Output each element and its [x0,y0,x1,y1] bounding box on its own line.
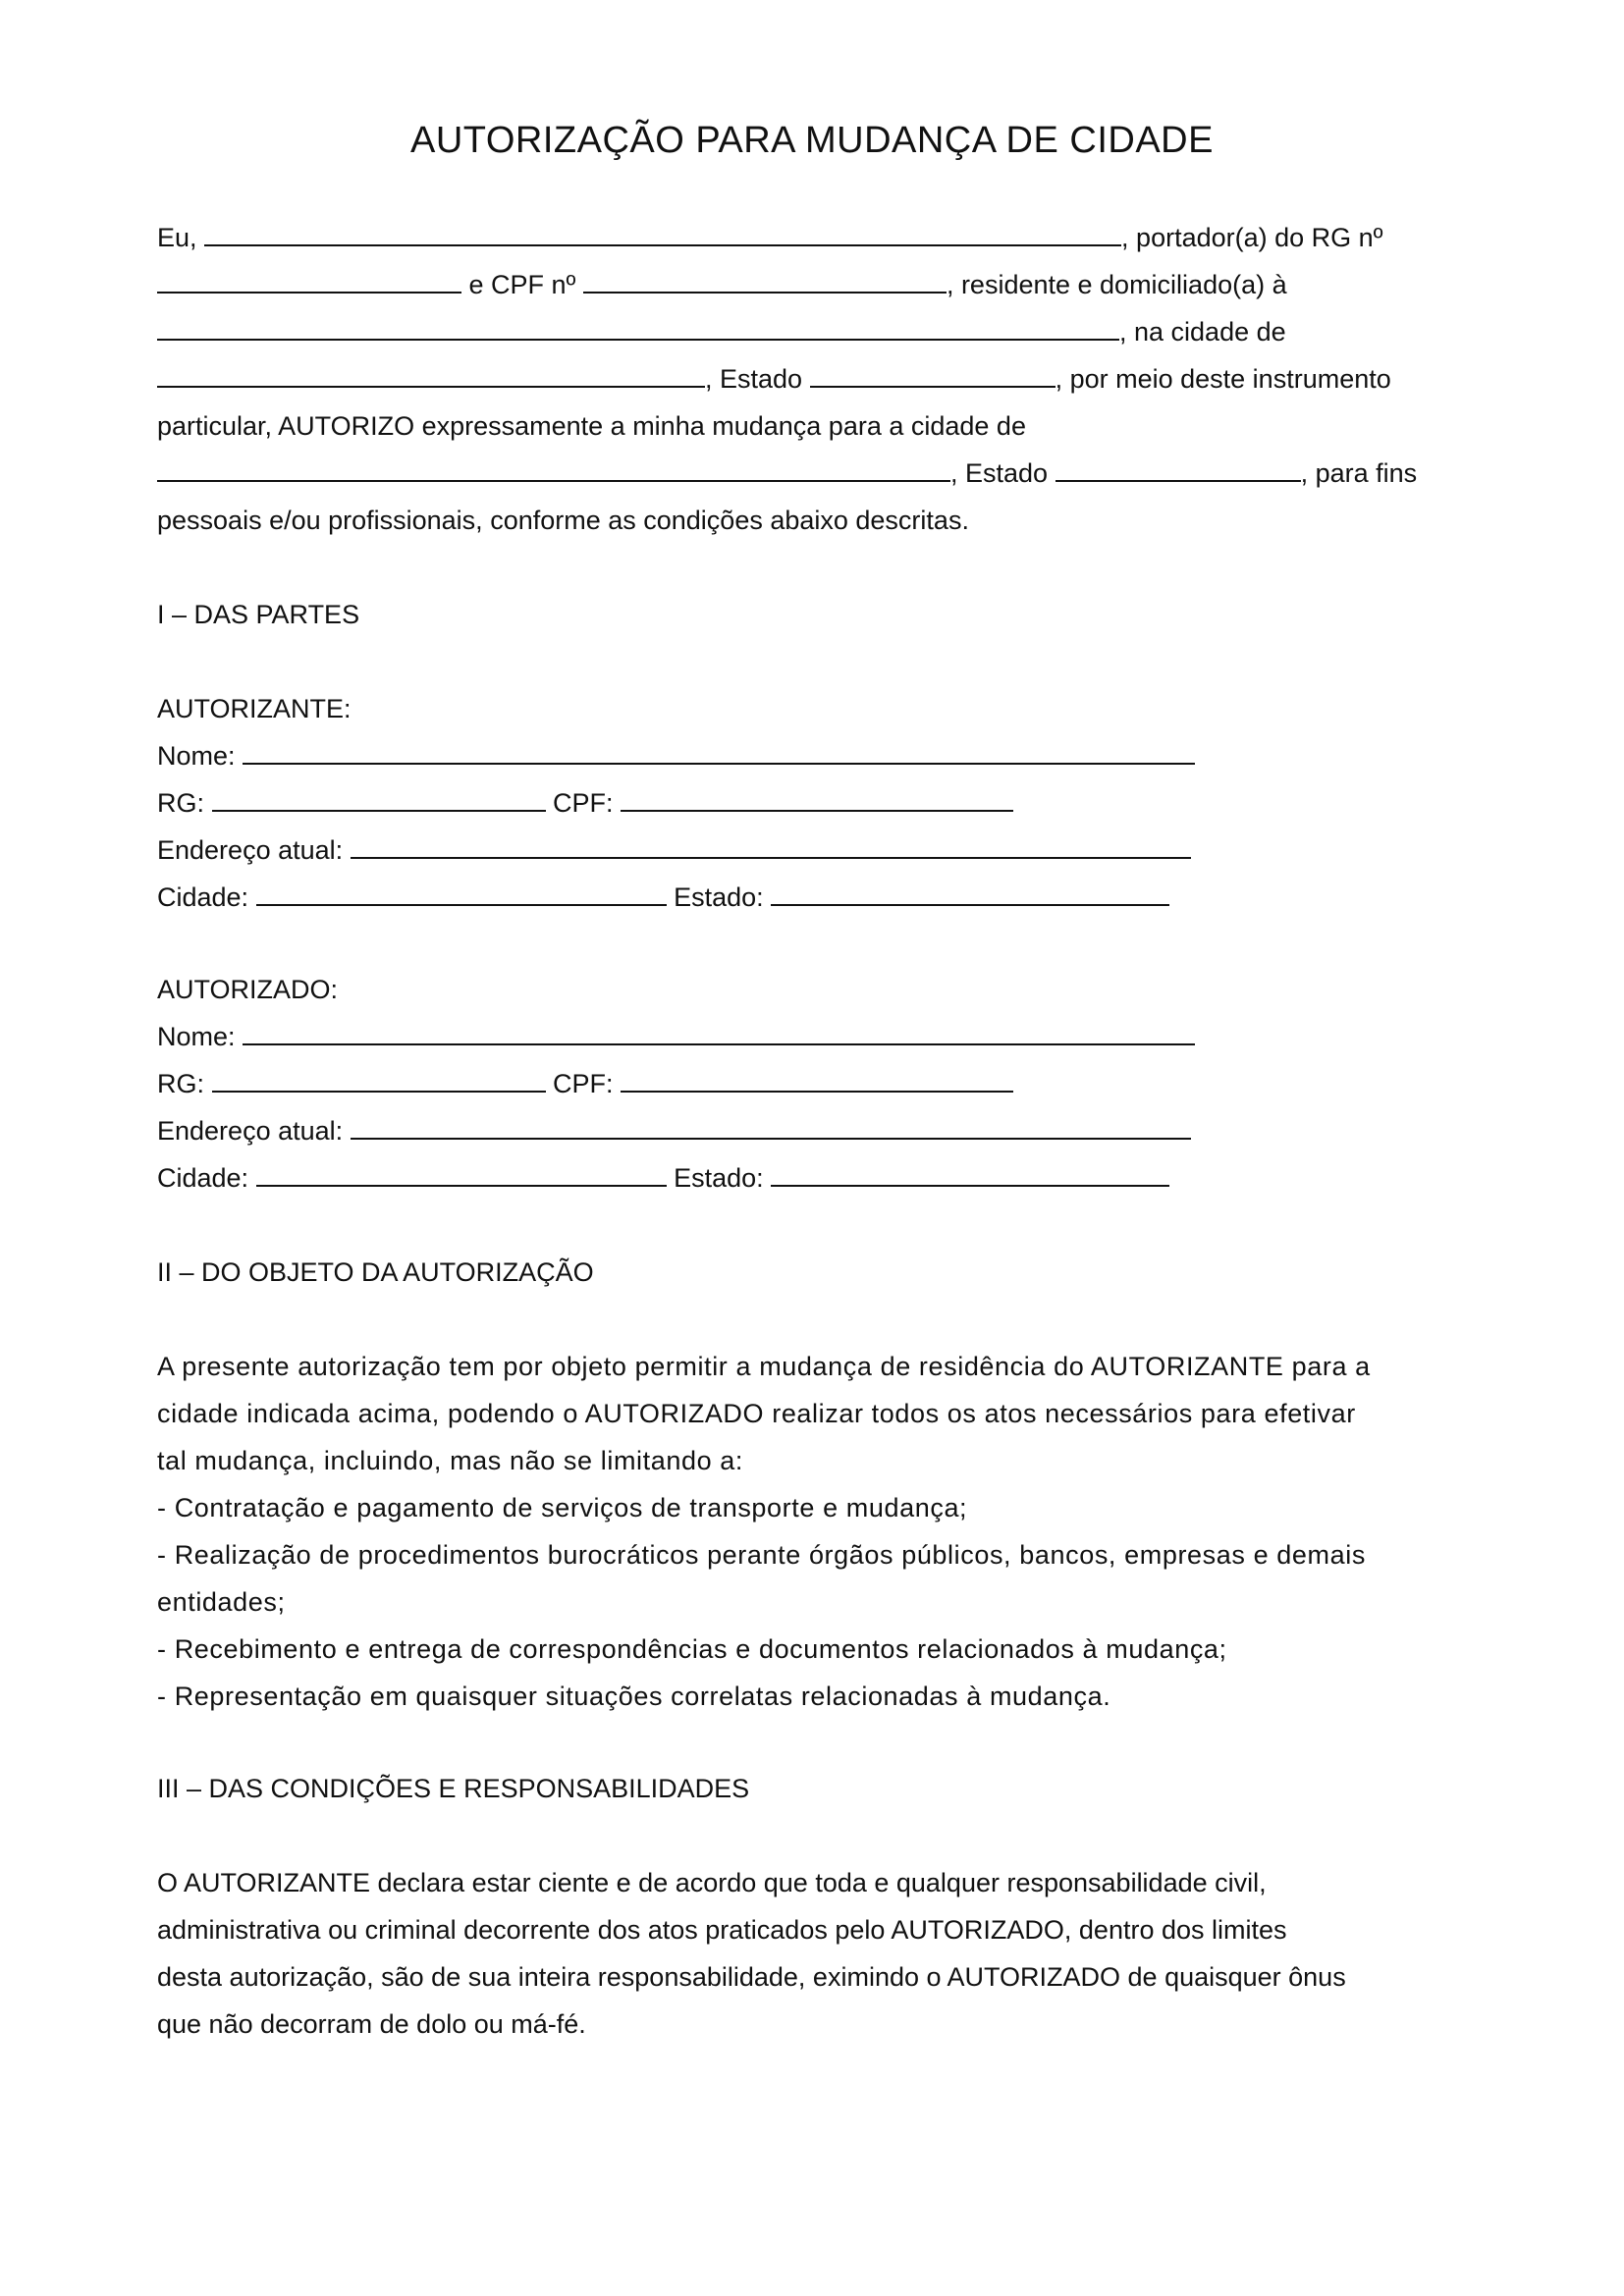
intro-text: e CPF nº [468,270,576,299]
autorizante-cidade-row [157,878,1473,917]
address-blank[interactable] [157,313,1119,341]
autorizante-cpf-blank[interactable] [621,784,1013,812]
autorizante-nome-row [157,736,1473,775]
section-2-line: cidade indicada acima, podendo o AUTORIZADO realizar todos os atos necessários para efetivar [157,1399,1356,1428]
section-2-heading: II – DO OBJETO DA AUTORIZAÇÃO [157,1257,594,1287]
section-3-line: que não decorram de dolo ou má-fé. [157,2009,586,2039]
field-label: Endereço atual: [157,835,344,865]
intro-text: , portador(a) do RG nº [1121,223,1383,252]
intro-line-1 [157,218,1473,257]
intro-line-3 [157,312,1473,351]
section-2-line: A presente autorização tem por objeto permitir a mudança de residência do AUTORIZANTE para a [157,1352,1371,1381]
section-2-line: tal mudança, incluindo, mas não se limitando a: [157,1446,744,1475]
autorizado-label: AUTORIZADO: [157,975,339,1004]
intro-text: , para fins [1300,458,1418,488]
intro-line-6 [157,454,1473,493]
autorizado-cidade-row [157,1158,1473,1198]
name-blank[interactable] [204,219,1121,246]
section-2-line: - Contratação e pagamento de serviços de transporte e mudança; [157,1493,968,1522]
intro-line-4 [157,359,1473,399]
field-label: Nome: [157,1022,236,1051]
autorizado-estado-blank[interactable] [771,1159,1169,1187]
autorizante-label: AUTORIZANTE: [157,694,352,723]
field-label: RG: [157,1069,205,1098]
autorizado-cidade-blank[interactable] [256,1159,667,1187]
section-3-heading: III – DAS CONDIÇÕES E RESPONSABILIDADES [157,1774,750,1803]
intro-text: , Estado [950,458,1049,488]
section-2-line: - Representação em quaisquer situações correlatas relacionadas à mudança. [157,1682,1111,1711]
autorizante-estado-blank[interactable] [771,879,1169,906]
field-label: Estado: [674,1163,764,1193]
autorizado-rg-row [157,1064,1473,1103]
new-state-blank[interactable] [1056,454,1301,482]
field-label: CPF: [553,1069,614,1098]
field-label: Cidade: [157,882,249,912]
intro-line-7: pessoais e/ou profissionais, conforme as condições abaixo descritas. [157,506,969,535]
field-label: Nome: [157,741,236,771]
field-label: Estado: [674,882,764,912]
field-label: Endereço atual: [157,1116,344,1146]
field-label: CPF: [553,788,614,818]
section-3-line: administrativa ou criminal decorrente dos atos praticados pelo AUTORIZADO, dentro dos limites [157,1915,1287,1945]
section-2-line: entidades; [157,1587,286,1617]
intro-line-2 [157,265,1473,304]
autorizante-endereco-blank[interactable] [351,831,1191,859]
section-3-line: desta autorização, são de sua inteira responsabilidade, eximindo o AUTORIZADO de quaisquer ônus [157,1962,1346,1992]
autorizado-nome-row [157,1017,1473,1056]
autorizante-cidade-blank[interactable] [256,879,667,906]
intro-line-5: particular, AUTORIZO expressamente a minha mudança para a cidade de [157,411,1026,441]
state-blank[interactable] [810,360,1056,388]
section-3-line: O AUTORIZANTE declara estar ciente e de acordo que toda e qualquer responsabilidade civil, [157,1868,1267,1897]
section-2-line: - Realização de procedimentos burocráticos perante órgãos públicos, bancos, empresas e demais [157,1540,1366,1570]
intro-text: Eu, [157,223,197,252]
field-label: Cidade: [157,1163,249,1193]
autorizado-rg-blank[interactable] [212,1065,546,1093]
section-1-heading: I – DAS PARTES [157,600,360,629]
field-label: RG: [157,788,205,818]
document-title: AUTORIZAÇÃO PARA MUDANÇA DE CIDADE [410,120,1214,161]
autorizante-rg-blank[interactable] [212,784,546,812]
intro-text: , por meio deste instrumento [1055,364,1391,394]
rg-blank[interactable] [157,266,461,294]
cpf-blank[interactable] [583,266,947,294]
section-2-line: - Recebimento e entrega de correspondências e documentos relacionados à mudança; [157,1634,1227,1664]
intro-text: , Estado [705,364,803,394]
new-city-blank[interactable] [157,454,950,482]
autorizado-endereco-row [157,1111,1473,1150]
intro-text: , residente e domiciliado(a) à [946,270,1287,299]
autorizante-rg-row [157,783,1473,823]
city-blank[interactable] [157,360,705,388]
autorizado-cpf-blank[interactable] [621,1065,1013,1093]
autorizante-nome-blank[interactable] [243,737,1195,765]
autorizado-endereco-blank[interactable] [351,1112,1191,1140]
autorizante-endereco-row [157,830,1473,870]
autorizado-nome-blank[interactable] [243,1018,1195,1045]
intro-text: , na cidade de [1119,317,1286,347]
